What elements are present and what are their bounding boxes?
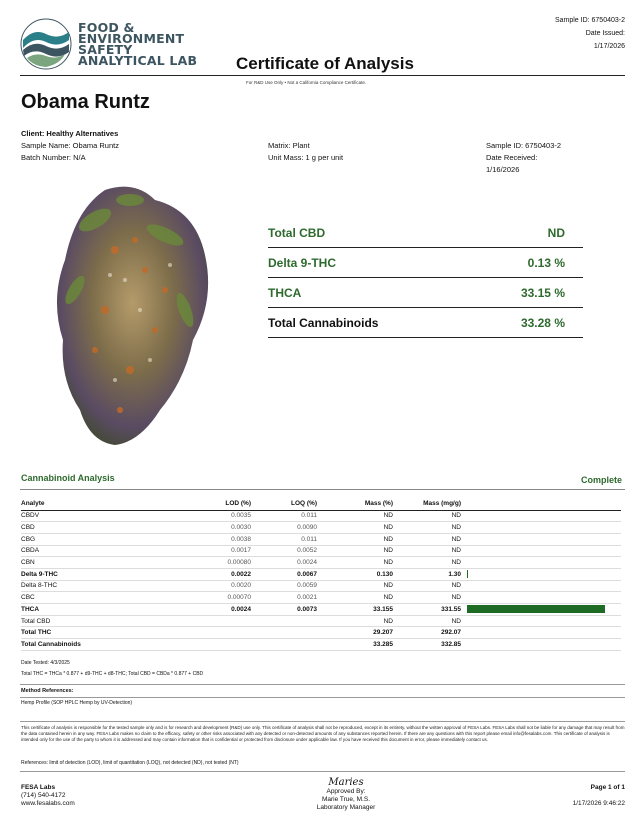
analyte-cell: Delta 8-THC: [21, 580, 171, 592]
summary-label: Total Cannabinoids: [268, 316, 379, 330]
analyte-cell: Total Cannabinoids: [21, 639, 171, 651]
analyte-cell: Total THC: [21, 627, 171, 639]
table-row: [21, 604, 621, 616]
client-name: Client: Healthy Alternatives: [21, 129, 119, 138]
table-row: [21, 592, 621, 604]
print-timestamp: 1/17/2026 9:46:22: [572, 800, 625, 807]
sample-name: Sample Name: Obama Runtz: [21, 141, 119, 150]
summary-value: 0.13 %: [527, 256, 565, 270]
footer-approval-block: [296, 778, 396, 812]
lod-cell: [171, 627, 251, 639]
mass-pct-cell: ND: [317, 615, 393, 627]
analysis-title: Cannabinoid Analysis: [21, 473, 115, 483]
analyte-cell: Delta 9-THC: [21, 568, 171, 580]
bar-cell: [461, 639, 621, 651]
product-photo: [45, 180, 215, 450]
loq-cell: [251, 615, 317, 627]
mass-bar: [467, 570, 468, 578]
col-header-bar: [461, 498, 621, 510]
unit-mass: Unit Mass: 1 g per unit: [268, 153, 344, 162]
footer-rule: [20, 771, 625, 772]
total-formula: Total THC = THCa * 0.877 + d9-THC + d8-THC; Total CBD = CBDa * 0.877 + CBD: [21, 671, 204, 677]
analyte-cell: THCA: [21, 604, 171, 616]
table-row: [21, 639, 621, 651]
mass-mg-cell: ND: [393, 522, 461, 534]
header-info: [555, 14, 625, 53]
bar-cell: [461, 604, 621, 616]
sample-block: [486, 140, 561, 176]
batch-number: Batch Number: N/A: [21, 153, 86, 162]
header-sample-id: Sample ID: 6750403-2: [554, 17, 625, 24]
bar-cell: [461, 580, 621, 592]
bar-cell: [461, 615, 621, 627]
analyte-cell: Total CBD: [21, 615, 171, 627]
analyte-cell: CBG: [21, 533, 171, 545]
mass-mg-cell: ND: [393, 533, 461, 545]
analyte-cell: CBC: [21, 592, 171, 604]
mass-pct-cell: 33.285: [317, 639, 393, 651]
mass-pct-cell: ND: [317, 592, 393, 604]
analyte-cell: CBDA: [21, 545, 171, 557]
loq-cell: 0.0052: [251, 545, 317, 557]
lod-cell: 0.0030: [171, 522, 251, 534]
analyte-cell: CBDV: [21, 510, 171, 522]
mass-pct-cell: ND: [317, 557, 393, 569]
bar-cell: [461, 522, 621, 534]
header-date-issued-label: Date Issued:: [585, 30, 625, 37]
bar-cell: [461, 568, 621, 580]
loq-cell: 0.0090: [251, 522, 317, 534]
method-rule-top: [20, 684, 625, 685]
method-value: Hemp Profile (SOP HPLC Hemp by UV-Detection): [21, 700, 133, 706]
mass-pct-cell: ND: [317, 545, 393, 557]
document-subtitle: For R&D Use Only • Not a California Compliance Certificate.: [246, 80, 367, 85]
footer-phone: (714) 540-4172: [21, 792, 66, 799]
mass-pct-cell: ND: [317, 522, 393, 534]
date-received: 1/16/2026: [486, 165, 520, 174]
mass-mg-cell: ND: [393, 557, 461, 569]
loq-cell: [251, 627, 317, 639]
loq-cell: 0.0021: [251, 592, 317, 604]
analyte-cell: CBN: [21, 557, 171, 569]
date-tested: Date Tested: 4/3/2025: [21, 660, 70, 666]
lab-name-line: FOOD &: [78, 20, 135, 35]
title-rule: [20, 75, 625, 76]
lab-name-line: SAFETY: [78, 42, 133, 57]
lab-name: [78, 22, 197, 66]
lod-cell: 0.0024: [171, 604, 251, 616]
date-received-label: Date Received:: [486, 153, 538, 162]
bar-cell: [461, 533, 621, 545]
mass-pct-cell: 33.155: [317, 604, 393, 616]
footer-page-block: [573, 784, 625, 808]
summary-value: 33.15 %: [520, 286, 565, 300]
mass-pct-cell: 0.130: [317, 568, 393, 580]
lod-cell: 0.0017: [171, 545, 251, 557]
mass-mg-cell: 1.30: [393, 568, 461, 580]
cannabinoid-table-body: [21, 510, 621, 650]
mass-pct-cell: ND: [317, 580, 393, 592]
lod-cell: 0.00070: [171, 592, 251, 604]
approved-by-label: Approved By:: [326, 788, 366, 795]
lod-cell: 0.0020: [171, 580, 251, 592]
lod-cell: 0.0038: [171, 533, 251, 545]
loq-cell: 0.0024: [251, 557, 317, 569]
loq-cell: 0.011: [251, 510, 317, 522]
mass-mg-cell: 292.07: [393, 627, 461, 639]
mass-mg-cell: ND: [393, 510, 461, 522]
client-block: [21, 128, 119, 164]
loq-cell: 0.0059: [251, 580, 317, 592]
loq-cell: 0.0067: [251, 568, 317, 580]
col-header-mass-pct: Mass (%): [317, 498, 393, 510]
table-row: [21, 568, 621, 580]
bar-cell: [461, 545, 621, 557]
mass-mg-cell: ND: [393, 592, 461, 604]
lab-name-line: ENVIRONMENT: [78, 31, 185, 46]
mass-bar: [467, 605, 605, 613]
table-header-row: [21, 498, 621, 510]
mass-mg-cell: ND: [393, 580, 461, 592]
table-row: [21, 615, 621, 627]
analyte-cell: CBD: [21, 522, 171, 534]
footer-company-block: [21, 784, 75, 808]
product-name: Obama Runtz: [21, 91, 150, 113]
mass-mg-cell: ND: [393, 545, 461, 557]
col-header-mass-mg: Mass (mg/g): [393, 498, 461, 510]
summary-value: 33.28 %: [520, 316, 565, 330]
col-header-analyte: Analyte: [21, 498, 171, 510]
summary-value: ND: [547, 226, 565, 240]
loq-cell: [251, 639, 317, 651]
logo-wave-icon: [20, 18, 72, 70]
method-rule-bottom: [20, 721, 625, 722]
signature: Maries: [328, 777, 364, 788]
sample-id: Sample ID: 6750403-2: [486, 141, 562, 150]
table-row: [21, 522, 621, 534]
summary-label: THCA: [268, 286, 302, 300]
page-number: Page 1 of 1: [590, 784, 625, 791]
table-row: [21, 580, 621, 592]
method-label: Method References:: [21, 688, 74, 694]
loq-cell: 0.0073: [251, 604, 317, 616]
summary-row: [268, 278, 583, 308]
summary-row-total: [268, 308, 583, 338]
loq-cell: 0.011: [251, 533, 317, 545]
table-row: [21, 545, 621, 557]
bar-cell: [461, 627, 621, 639]
bar-cell: [461, 592, 621, 604]
mass-pct-cell: ND: [317, 533, 393, 545]
col-header-loq: LOQ (%): [251, 498, 317, 510]
header-date-issued: 1/17/2026: [593, 43, 625, 50]
lod-cell: 0.00080: [171, 557, 251, 569]
analysis-status: Complete: [580, 475, 622, 485]
method-rule-mid: [20, 697, 625, 698]
lab-logo: [20, 18, 200, 70]
footer-company: FESA Labs: [21, 784, 56, 791]
matrix: Matrix: Plant: [268, 141, 310, 150]
mass-mg-cell: 331.55: [393, 604, 461, 616]
summary-label: Total CBD: [268, 226, 326, 240]
footer-website: www.fesalabs.com: [21, 800, 75, 807]
document-title: Certificate of Analysis: [236, 54, 414, 73]
lod-cell: 0.0022: [171, 568, 251, 580]
disclaimer: This certificate of analysis is responsible for the tested sample only and is for research and development (R&D) use only. This certificate of analysis shall not be reproduced, except in its entirety, without the written approval of FESA Labs. FESA Labs shall not be liable for any damage that may result from the data contained herein in any way. FESA Labs makes no claim to the efficacy, safety or other risks associated with any detected or non-detected amounts of any substances reported herein. If there are any questions with this report please email info@fesalabs.com. This certificate of analysis is intended only for the use of the party to whom it is addressed and may contain information that is confidential or protected from disclosure under applicable law. If you have received this document in error, please immediately contact us.: [21, 725, 625, 743]
table-row: [21, 627, 621, 639]
analysis-rule: [20, 489, 625, 490]
mass-mg-cell: ND: [393, 615, 461, 627]
table-row: [21, 533, 621, 545]
mass-mg-cell: 332.85: [393, 639, 461, 651]
lod-cell: [171, 615, 251, 627]
lod-cell: 0.0035: [171, 510, 251, 522]
approver-name: Marie True, M.S.: [321, 796, 371, 803]
lod-cell: [171, 639, 251, 651]
summary-row: [268, 248, 583, 278]
cannabinoid-table: [21, 498, 621, 651]
summary-row: [268, 218, 583, 248]
table-row: [21, 557, 621, 569]
lab-name-line: ANALYTICAL LAB: [78, 53, 198, 68]
col-header-lod: LOD (%): [171, 498, 251, 510]
mass-pct-cell: 29.207: [317, 627, 393, 639]
bar-cell: [461, 557, 621, 569]
table-row: [21, 510, 621, 522]
summary-label: Delta 9-THC: [268, 256, 337, 270]
references: References: limit of detection (LOD), limit of quantitation (LOQ), not detected (ND), not tested (NT): [21, 760, 239, 766]
bar-cell: [461, 510, 621, 522]
matrix-block: [268, 140, 343, 164]
approver-title: Laboratory Manager: [316, 804, 376, 811]
mass-pct-cell: ND: [317, 510, 393, 522]
